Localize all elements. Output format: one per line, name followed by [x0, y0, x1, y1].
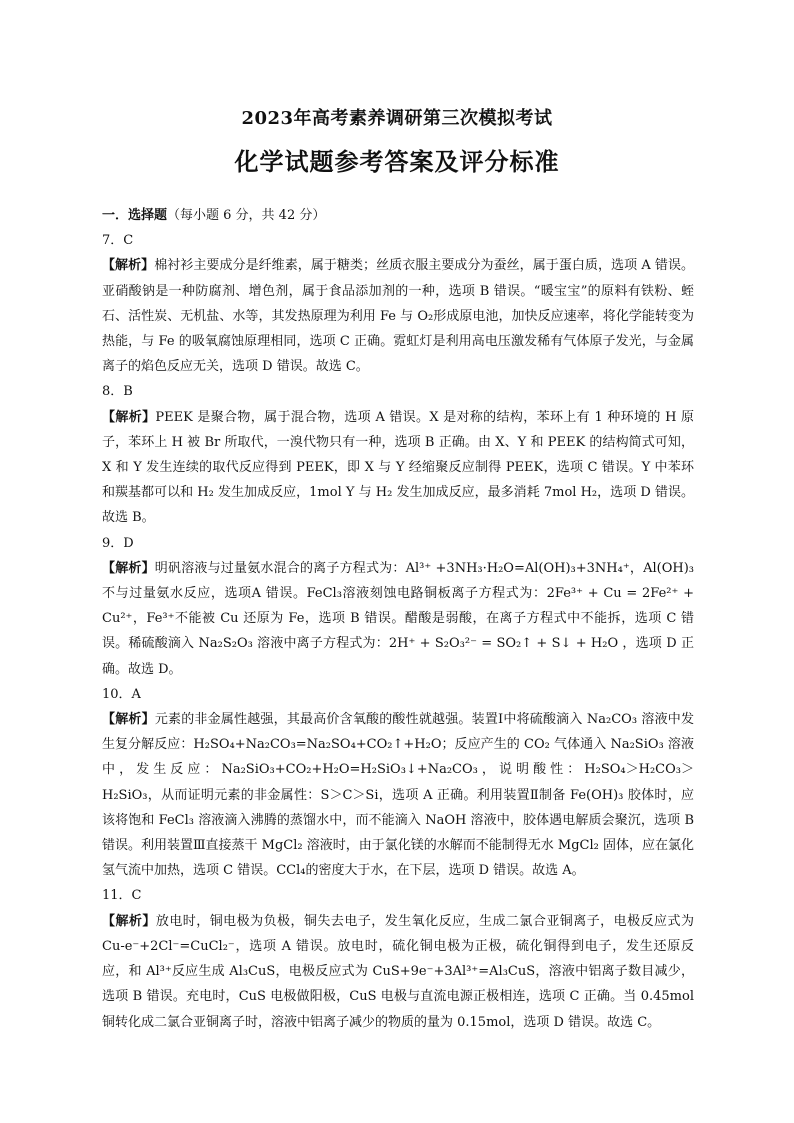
question-analysis	[102, 556, 694, 682]
question-answer: 8．B	[102, 384, 133, 400]
question-block	[102, 531, 694, 682]
answer-content	[102, 203, 694, 1035]
question-block	[102, 379, 694, 530]
question-block	[102, 883, 694, 1034]
analysis-tag: 【解析】	[102, 560, 155, 576]
question-analysis	[102, 707, 694, 883]
question-answer: 7．C	[102, 233, 134, 249]
question-block	[102, 228, 694, 379]
question-answer: 10．A	[102, 686, 141, 702]
analysis-text: PEEK 是聚合物，属于混合物，选项 A 错误。X 是对称的结构，苯环上有 1 种环境的 H 原子，苯环上 H 被 Br 所取代，一溴代物只有一种，选项 B 正确。由 X、Y 和 PEEK 的结构简式可知，X 和 Y 发生连续的取代反应得到 PEEK，即 X 与 Y 经缩聚反应制得 PEEK，选项 C 错误。Y 中苯环和羰基都可以和 H₂ 发生加成反应，1mol Y 与 H₂ 发生加成反应，最多消耗 7mol H₂，选项 D 错误。故选 B。	[102, 409, 694, 526]
analysis-text: 元素的非金属性越强，其最高价含氧酸的酸性就越强。装置Ⅰ中将硫酸滴入 Na₂CO₃ 溶液中发生复分解反应：H₂SO₄+Na₂CO₃=Na₂SO₄+CO₂↑+H₂O；反应产生的 CO₂ 气体通入 Na₂SiO₃ 溶液中，发生反应：Na₂SiO₃+CO₂+H₂O=H₂SiO₃↓+Na₂CO₃，说明酸性：H₂SO₄＞H₂CO₃＞H₂SiO₃，从而证明元素的非金属性：S＞C＞Si，选项 A 正确。利用装置Ⅱ制备 Fe(OH)₃ 胶体时，应该将饱和 FeCl₃ 溶液滴入沸腾的蒸馏水中，而不能滴入 NaOH 溶液中，胶体遇电解质会聚沉，选项 B 错误。利用装置Ⅲ直接蒸干 MgCl₂ 溶液时，由于氯化镁的水解而不能制得无水 MgCl₂ 固体，应在氯化氢气流中加热，选项 C 错误。CCl₄的密度大于水，在下层，选项 D 错误。故选 A。	[102, 712, 694, 879]
section-title: 一．选择题	[102, 208, 168, 223]
question-answer: 11．C	[102, 888, 142, 904]
question-analysis	[102, 253, 694, 379]
answer-key-title: 化学试题参考答案及评分标准	[234, 147, 560, 176]
analysis-tag: 【解析】	[102, 712, 155, 728]
question-block	[102, 682, 694, 884]
analysis-text: 明矾溶液与过量氨水混合的离子方程式为：Al³⁺ +3NH₃·H₂O=Al(OH)₃+3NH₄⁺，Al(OH)₃ 不与过量氨水反应，选项A 错误。FeCl₃溶液刻蚀电路铜板离子方程式为：2Fe³⁺ + Cu = 2Fe²⁺ + Cu²⁺，Fe³⁺不能被 Cu 还原为 Fe，选项 B 错误。醋酸是弱酸，在离子方程式中不能拆，选项 C 错误。稀硫酸滴入 Na₂S₂O₃ 溶液中离子方程式为：2H⁺ + S₂O₃²⁻ = SO₂↑ + S↓ + H₂O ，选项 D 正确。故选 D。	[102, 560, 694, 677]
analysis-tag: 【解析】	[102, 409, 156, 425]
exam-title: 2023年高考素养调研第三次模拟考试	[241, 108, 553, 129]
section-note: （每小题 6 分，共 42 分）	[167, 208, 326, 223]
question-answer: 9．D	[102, 535, 134, 551]
analysis-tag: 【解析】	[102, 258, 155, 274]
analysis-text: 放电时，铜电极为负极，铜失去电子，发生氧化反应，生成二氯合亚铜离子，电极反应式为Cu-e⁻+2Cl⁻=CuCl₂⁻，选项 A 错误。放电时，硫化铜电极为正极，硫化铜得到电子，发生还原反应，和 Al³⁺反应生成 Al₃CuS，电极反应式为 CuS+9e⁻+3Al³⁺=Al₃CuS，溶液中铝离子数目减少，选项 B 错误。充电时，CuS 电极做阳极，CuS 电极与直流电源正极相连，选项 C 正确。当 0.45mol 铜转化成二氯合亚铜离子时，溶液中铝离子减少的物质的量为 0.15mol，选项 D 错误。故选 C。	[102, 913, 694, 1030]
section-heading	[102, 203, 694, 228]
analysis-tag: 【解析】	[102, 913, 156, 929]
question-analysis	[102, 405, 694, 531]
analysis-text: 棉衬衫主要成分是纤维素，属于糖类；丝质衣服主要成分为蚕丝，属于蛋白质，选项 A 错误。亚硝酸钠是一种防腐剂、增色剂，属于食品添加剂的一种，选项 B 错误。“暖宝宝”的原料有铁粉、蛭石、活性炭、无机盐、水等，其发热原理为利用 Fe 与 O₂形成原电池，加快反应速率，将化学能转变为热能，与 Fe 的吸氧腐蚀原理相同，选项 C 正确。霓虹灯是利用高电压激发稀有气体原子发光，与金属离子的焰色反应无关，选项 D 错误。故选 C。	[102, 258, 694, 375]
question-analysis	[102, 909, 694, 1035]
